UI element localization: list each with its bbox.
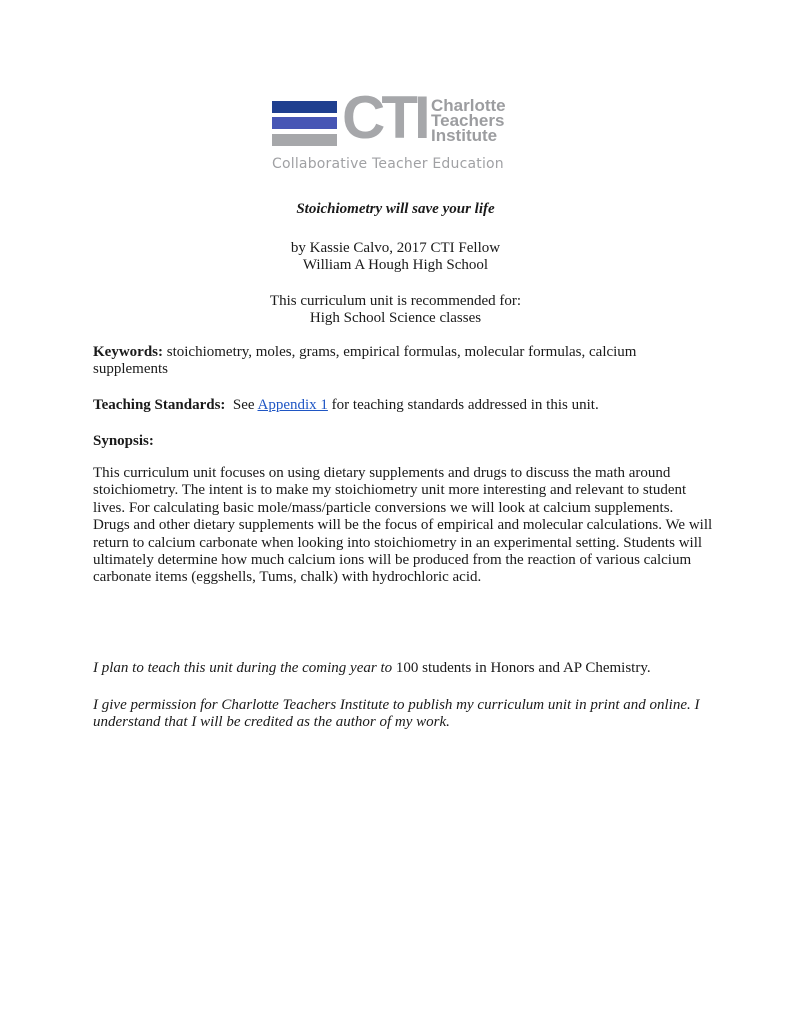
- keywords-text: stoichiometry, moles, grams, empirical formulas, molecular formulas, calcium supplements: [93, 344, 637, 378]
- logo-name-line: Charlotte: [431, 96, 506, 115]
- logo-tagline: Collaborative Teacher Education: [272, 156, 504, 172]
- plan-italic: I plan to teach this unit during the coming year to: [93, 660, 396, 676]
- document-title: Stoichiometry will save your life: [296, 201, 495, 217]
- logo-name: [431, 98, 506, 143]
- standards-post: for teaching standards addressed in this unit.: [327, 397, 599, 413]
- plan-paragraph: [93, 660, 713, 677]
- author-byline: by Kassie Calvo, 2017 CTI Fellow: [290, 240, 501, 256]
- cti-logo: [272, 84, 532, 176]
- logo-bar-blue-dark: [272, 101, 337, 113]
- logo-letters: CTI: [342, 84, 427, 151]
- logo-name-line: Teachers: [431, 111, 505, 130]
- logo-bar-blue: [272, 117, 337, 129]
- synopsis-heading: Synopsis:: [93, 433, 154, 449]
- logo-bar-gray: [272, 134, 337, 146]
- keywords-label: Keywords:: [93, 344, 163, 360]
- appendix-link[interactable]: Appendix 1: [257, 397, 328, 413]
- synopsis-text: This curriculum unit focuses on using dietary supplements and drugs to discuss the math around stoichiometry. The intent is to make my stoichiometry unit more interesting and relevant to student lives. For calculating basic mole/mass/particle conversions we will look at calcium supplements. Drugs and other dietary supplements will be the focus of empirical and molecular calculations. We will return to calcium carbonate when looking into stoichiometry in an experimental setting. Students will ultimately determine how much calcium ions will be produced from the reaction of various calcium carbonate items (eggshells, Tums, chalk) with hydrochloric acid.: [93, 465, 713, 586]
- standards-label: Teaching Standards:: [93, 397, 226, 413]
- logo-name-line: Institute: [431, 126, 498, 145]
- standards-pre: See: [225, 397, 258, 413]
- plan-plain: 100 students in Honors and AP Chemistry.: [395, 660, 651, 676]
- recommended-for: High School Science classes: [309, 310, 482, 326]
- school-name: William A Hough High School: [302, 257, 489, 273]
- keywords-paragraph: [93, 344, 713, 379]
- recommended-intro: This curriculum unit is recommended for:: [269, 293, 522, 309]
- permission-statement: I give permission for Charlotte Teachers Institute to publish my curriculum unit in print and online. I understand that I will be credited as the author of my work.: [93, 697, 700, 731]
- standards-paragraph: [93, 397, 713, 414]
